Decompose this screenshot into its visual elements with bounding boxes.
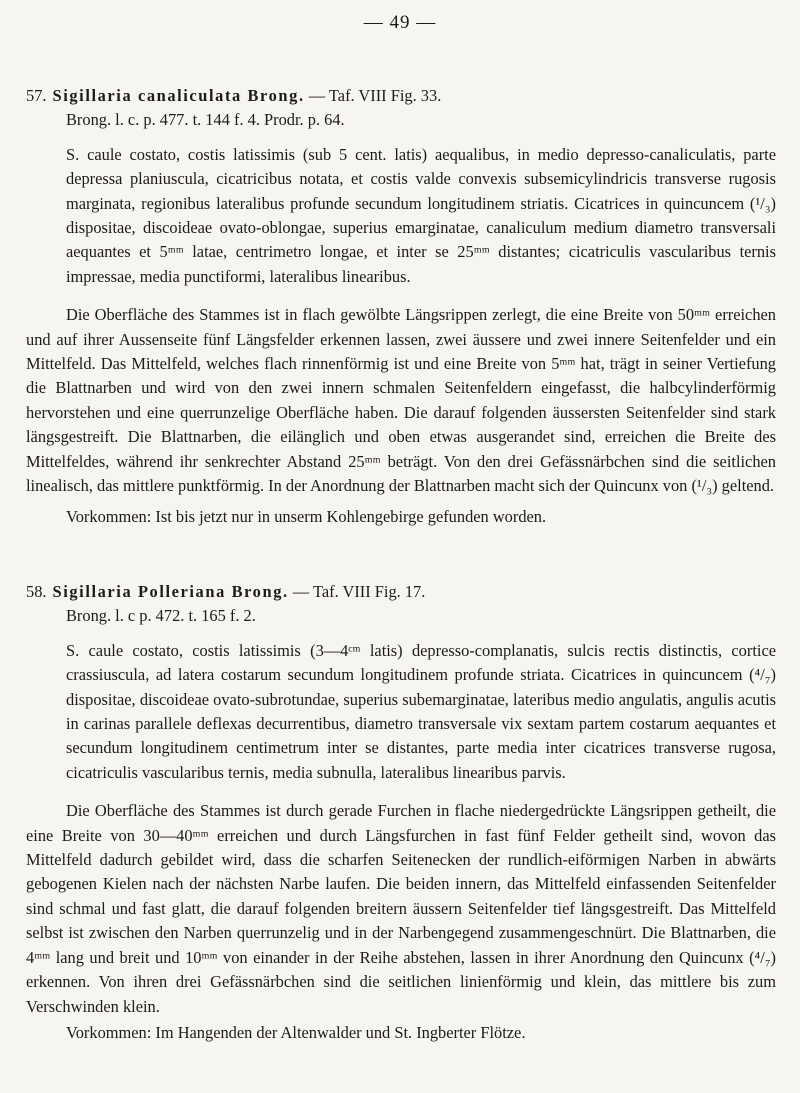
entry-58 <box>26 580 776 1045</box>
entry-57 <box>26 84 776 529</box>
german-description: Die Oberfläche des Stammes ist durch gerade Furchen in flache niedergedrückte Längsrippen getheilt, die eine Breite von 30—40ᵐᵐ erreichen und durch Längsfurchen in fast fünf Felder getheilt sind, wovon das Mittelfeld dadurch gebildet wird, dass die scharfen Seitenecken der rundlich-eiförmigen Narben in abwärts gebogenen Kielen nach der nächsten Narbe laufen. Die beiden innern, das Mittelfeld einfassenden Seitenfelder sind schmal und fast glatt, die darauf folgenden breitern äussern Seitenfelder tief längsgestreift. Das Mittelfeld selbst ist zwischen den Narben querrunzelig und in der Narbengegend zusammengeschnürt. Die Blattnarben, die 4ᵐᵐ lang und breit und 10ᵐᵐ von einander in der Reihe abstehen, lassen in ihrer Anordnung den Quincunx (⁴/₇) erkennen. Von ihren drei Gefässnärbchen sind die seitlichen linienförmig und klein, das mittlere bis zum Verschwinden klein. <box>26 801 776 1016</box>
entry-number: 57. <box>26 86 47 105</box>
entry-number: 58. <box>26 582 47 601</box>
latin-description: S. caule costato, costis latissimis (sub 5 cent. latis) aequalibus, in medio depresso-canaliculatis, parte depressa planiuscula, cicatricibus notata, et costis valde convexis subsemicylindricis transverse rugosis marginata, regionibus lateralibus profunde secundum longitudinem striatis. Cicatrices in quincuncem (¹/₃) dispositae, discoideae ovato-oblongae, superius emarginatae, canaliculum medium diametro transversali aequantes et 5ᵐᵐ latae, centrimetro longae, et inter se 25ᵐᵐ distantes; cicatriculis vascularibus ternis impressae, media punctiformi, lateralibus linearibus. <box>66 144 776 286</box>
entry-heading <box>26 84 776 108</box>
page-number: — 49 — <box>363 12 437 33</box>
occurrence-note: Vorkommen: Ist bis jetzt nur in unserm Kohlengebirge gefunden worden. <box>66 506 547 526</box>
literature-reference: Brong. l. c p. 472. t. 165 f. 2. <box>66 606 256 626</box>
entry-heading <box>26 580 776 604</box>
species-name: Sigillaria Polleriana Brong. <box>52 582 289 601</box>
latin-description: S. caule costato, costis latissimis (3—4ᶜᵐ latis) depresso-complanatis, sulcis rectis distinctis, cortice crassiuscula, ad latera costarum secundum longitudinem profunde striata. Cicatrices in quincuncem (⁴/₇) dispositae, discoideae ovato-subrotundae, superius subemarginatae, lateribus medio angulatis, angulis acutis in carinas parallele deflexas decurrentibus, diametro transversale vix sextam partem costarum aequantes et secundum longitudinem centimetrum inter se distantes, parte media inter cicatrices transverse rugosa, cicatriculis vascularibus ternis, media subnulla, lateralibus linearibus parvis. <box>66 640 776 782</box>
occurrence-note: Vorkommen: Im Hangenden der Altenwalder und St. Ingberter Flötze. <box>66 1022 526 1042</box>
literature-reference: Brong. l. c. p. 477. t. 144 f. 4. Prodr. p. 64. <box>66 110 345 130</box>
plate-reference: — Taf. VIII Fig. 17. <box>288 582 426 601</box>
german-description: Die Oberfläche des Stammes ist in flach gewölbte Längsrippen zerlegt, die eine Breite von 50ᵐᵐ erreichen und auf ihrer Aussenseite fünf Längsfelder erkennen lassen, zwei äussere und zwei innere Seitenfelder und ein Mittelfeld. Das Mittelfeld, welches flach rinnenförmig ist und eine Breite von 5ᵐᵐ hat, trägt in seiner Vertiefung die Blattnarben und wird von den zwei innern schmalen Seitenfeldern eingefasst, die halbcylinderförmig hervorstehen und eine querrunzelige Oberfläche haben. Die darauf folgenden äussersten Seitenfelder sind stark längsgestreift. Die Blattnarben, die eilänglich und oben etwas ausgerandet sind, erreichen die Breite des Mittelfeldes, während ihr senkrechter Abstand 25ᵐᵐ beträgt. Von den drei Gefässnärbchen sind die seitlichen linealisch, das mittlere punktförmig. In der Anordnung der Blattnarben macht sich der Quincunx von (¹/₃) geltend. <box>26 305 776 496</box>
plate-reference: — Taf. VIII Fig. 33. <box>304 86 442 105</box>
species-name: Sigillaria canaliculata Brong. <box>52 86 305 105</box>
